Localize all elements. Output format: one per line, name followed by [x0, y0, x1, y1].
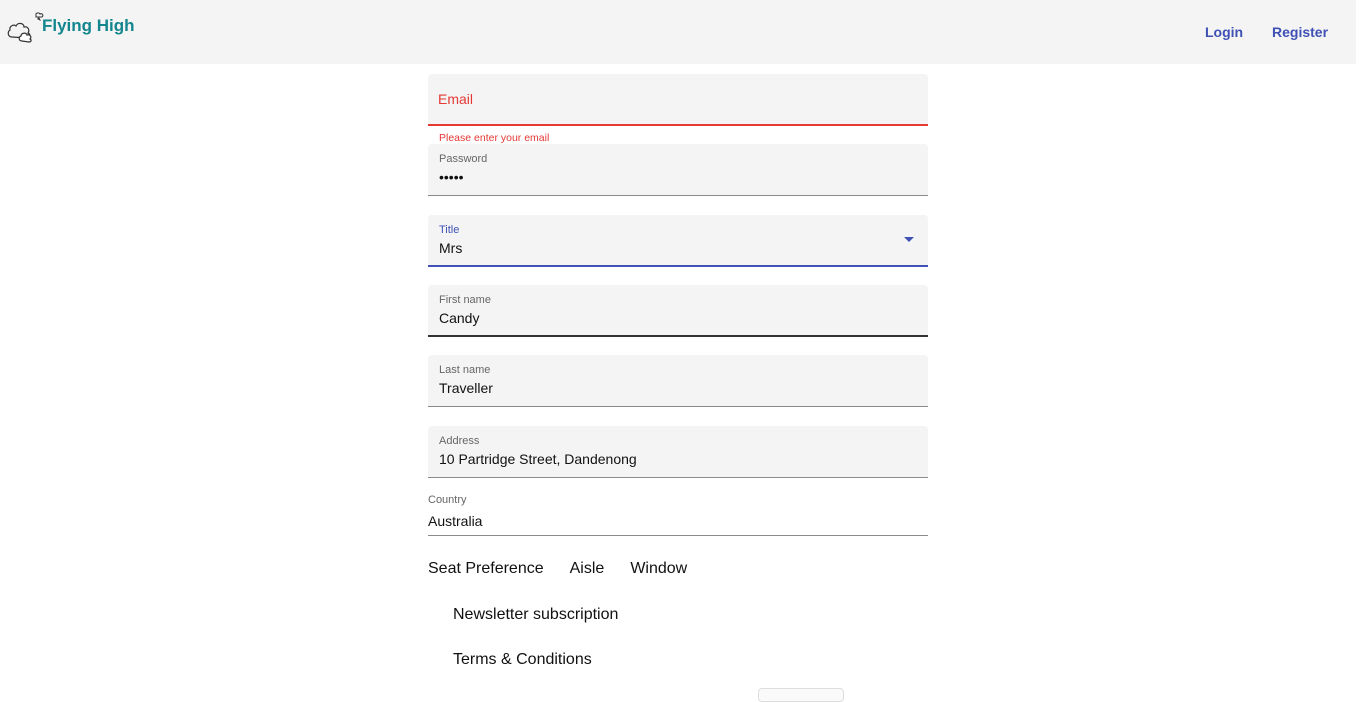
first-name-value: Candy: [439, 310, 480, 326]
brand-logo[interactable]: [6, 10, 135, 44]
seat-option-window[interactable]: Window: [630, 560, 688, 577]
dropdown-arrow-icon[interactable]: [904, 237, 914, 242]
email-label: Email: [438, 91, 474, 107]
top-app-bar: [0, 0, 1356, 64]
submit-button[interactable]: [758, 688, 844, 702]
last-name-field[interactable]: [428, 355, 928, 407]
brand-name: Flying High: [42, 16, 135, 35]
newsletter-checkbox[interactable]: Newsletter subscription: [453, 606, 619, 623]
seat-preference-group: [428, 560, 713, 578]
email-error: Please enter your email: [439, 132, 550, 144]
address-label: Address: [439, 435, 480, 447]
last-name-label: Last name: [439, 364, 491, 376]
title-select[interactable]: [428, 215, 928, 267]
title-value: Mrs: [439, 240, 463, 256]
first-name-label: First name: [439, 294, 491, 306]
address-field[interactable]: [428, 426, 928, 478]
seat-preference-label: Seat Preference: [428, 560, 544, 577]
password-label: Password: [439, 153, 488, 165]
password-field[interactable]: [428, 144, 928, 196]
register-link[interactable]: Register: [1272, 24, 1329, 40]
first-name-field[interactable]: [428, 285, 928, 337]
country-value: Australia: [428, 513, 483, 529]
email-field[interactable]: [428, 74, 928, 126]
cloud-plane-icon: [6, 11, 46, 43]
terms-checkbox[interactable]: Terms & Conditions: [453, 651, 592, 668]
login-link[interactable]: Login: [1205, 24, 1244, 40]
country-label: Country: [428, 494, 467, 506]
address-value: 10 Partridge Street, Dandenong: [439, 451, 637, 467]
seat-option-aisle[interactable]: Aisle: [569, 560, 605, 577]
last-name-value: Traveller: [439, 380, 493, 396]
country-field[interactable]: [428, 492, 928, 536]
title-label: Title: [439, 224, 460, 236]
password-value: •••••: [439, 169, 464, 185]
